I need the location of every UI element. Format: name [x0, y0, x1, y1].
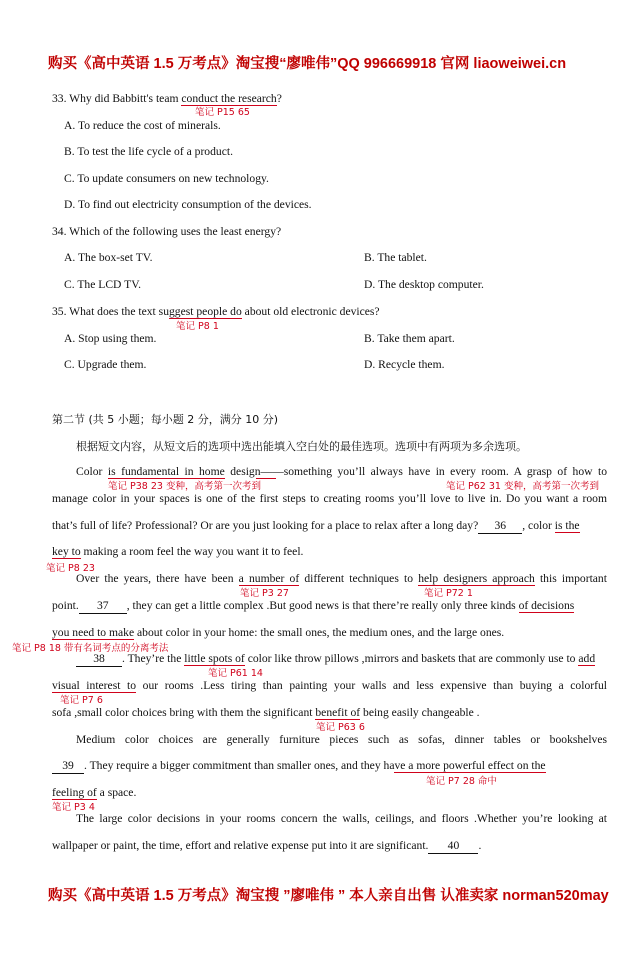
p2-l1-end: this important	[534, 572, 607, 585]
q34-option-a: A. The box-set TV.	[64, 251, 153, 264]
p4-line-1: Medium color choices are generally furniture pieces such as sofas, dinner tables or bookshelves	[76, 733, 607, 746]
p2-l1-mid: different techniques to	[299, 572, 419, 585]
p5-line-1: The large color decisions in your rooms concern the walls, ceilings, and floors .Whether you’re looking at	[76, 812, 607, 825]
header-banner: 购买《高中英语 1.5 万考点》淘宝搜“廖唯伟”QQ 996669918 官网 liaoweiwei.cn	[48, 56, 567, 72]
q33-underlined-phrase: conduct the research	[181, 92, 277, 105]
p3-l2-end: our rooms .Less tiring than painting your walls and less expensive than buying a colorful	[136, 679, 607, 692]
p1-annotation-line	[256, 478, 276, 479]
p5-l2-end: .	[478, 839, 482, 852]
q34-option-d: D. The desktop computer.	[364, 278, 484, 291]
p3-l1-start: . They’re the	[122, 652, 185, 665]
p2-line-1	[76, 572, 607, 586]
blank-40[interactable]: 40	[428, 839, 478, 854]
p4-l3-end: a space.	[96, 786, 137, 799]
p3-l2-underlined: visual interest to	[52, 679, 137, 692]
p1-l1-underlined: is fundamental in home	[107, 465, 225, 478]
q35-option-d: D. Recycle them.	[364, 358, 445, 371]
p1-line-1	[76, 465, 607, 479]
section2-heading: 第二节 (共 5 小题；每小题 2 分，满分 10 分)	[52, 413, 279, 426]
p3-note-b: 笔记 P7 6	[60, 695, 103, 706]
blank-39[interactable]: 39	[52, 759, 84, 774]
p2-l1-start: Over the years, there have been	[76, 572, 239, 585]
p4-line-2	[52, 759, 546, 774]
p2-note-a: 笔记 P3 27	[240, 588, 289, 599]
blank-36[interactable]: 36	[478, 519, 522, 534]
p3-note-c: 笔记 P63 6	[316, 722, 365, 733]
q33-option-c: C. To update consumers on new technology.	[64, 172, 269, 185]
q33-note: 笔记 P15 65	[195, 107, 250, 118]
p2-l2-underlined: of decisions	[518, 599, 575, 612]
p4-l3-underlined: feeling of	[52, 786, 97, 799]
footer-banner: 购买《高中英语 1.5 万考点》淘宝搜 ”廖唯伟 ” 本人亲自出售 认准卖家 norman520may	[48, 888, 609, 904]
p3-l3-underlined: benefit of	[315, 706, 361, 719]
p3-l1-underlined-2: add	[578, 652, 596, 665]
p1-note-l4: 笔记 P8 23	[46, 563, 95, 574]
p2-note-b: 笔记 P72 1	[424, 588, 473, 599]
q33-option-a: A. To reduce the cost of minerals.	[64, 119, 221, 132]
p2-line-2	[52, 599, 574, 614]
p4-note-b: 笔记 P3 4	[52, 802, 95, 813]
p4-l2-underlined: ve a more powerful effect on the	[394, 759, 546, 772]
p1-l3-start: that’s full of life? Professional? Or are you just looking for a place to relax after a long day?	[52, 519, 479, 532]
q33-stem-text: 33. Why did Babbitt's team	[52, 92, 182, 105]
q35-stem-text: 35. What does the text su	[52, 305, 169, 318]
p2-line-3	[52, 626, 504, 640]
q35-stem-end: about old electronic devices?	[241, 305, 380, 318]
p1-note-left: 笔记 P38 23 变种，高考第一次考到	[108, 481, 261, 492]
p2-l2-start: point.	[52, 599, 79, 612]
q35-option-b: B. Take them apart.	[364, 332, 455, 345]
p3-l1-mid: color like throw pillows ,mirrors and baskets that are commonly use to	[244, 652, 579, 665]
q34-stem: 34. Which of the following uses the least energy?	[52, 225, 282, 238]
q35-option-a: A. Stop using them.	[64, 332, 157, 345]
p3-note-a: 笔记 P61 14	[208, 668, 263, 679]
p2-l1-underlined-2: help designers approach	[418, 572, 535, 585]
p3-line-1	[76, 652, 595, 667]
q34-option-c: C. The LCD TV.	[64, 278, 141, 291]
p1-note-right: 笔记 P62 31 变种，高考第一次考到	[446, 481, 599, 492]
q33-option-b: B. To test the life cycle of a product.	[64, 145, 233, 158]
p4-note-a: 笔记 P7 28 命中	[426, 776, 497, 787]
blank-37[interactable]: 37	[79, 599, 127, 614]
p1-l4-underlined: key to	[52, 545, 81, 558]
p4-line-3	[52, 786, 136, 800]
q35-underlined-phrase: ggest people do	[169, 305, 242, 318]
p2-note-l3: 笔记 P8 18 带有名词考点的分离考法	[12, 643, 169, 654]
section2-instruction: 根据短文内容，从短文后的选项中选出能填入空白处的最佳选项。选项中有两项为多余选项。	[76, 440, 527, 453]
p1-l3-underlined: is the	[554, 519, 580, 532]
q35-stem	[52, 305, 380, 319]
q35-option-c: C. Upgrade them.	[64, 358, 147, 371]
p3-line-3	[52, 706, 480, 720]
p4-l2-start: . They require a bigger commitment than smaller ones, and they ha	[84, 759, 395, 772]
blank-38[interactable]: 38	[76, 652, 122, 667]
q33-option-d: D. To find out electricity consumption of the devices.	[64, 198, 312, 211]
p2-l3-underlined: you need to make	[52, 626, 135, 639]
p5-l2-start: wallpaper or paint, the time, effort and relative expense put into it are significant.	[52, 839, 429, 852]
p1-l3-mid: , color	[522, 519, 555, 532]
p5-line-2	[52, 839, 481, 854]
p2-l1-underlined-1: a number of	[238, 572, 300, 585]
q35-note: 笔记 P8 1	[176, 321, 219, 332]
p2-l3-end: about color in your home: the small ones, the medium ones, and the large ones.	[134, 626, 505, 639]
p3-l3-start: sofa ,small color choices bring with them the significant	[52, 706, 316, 719]
p1-line-2: manage color in your spaces is one of the first steps to creating rooms you’ll love to live in. Do you want a room	[52, 492, 607, 505]
p1-l1-start: Color	[76, 465, 108, 478]
p1-line-4	[52, 545, 303, 559]
q33-stem-end: ?	[276, 92, 282, 105]
q34-option-b: B. The tablet.	[364, 251, 427, 264]
p1-l1-end: design——something you’ll always have in every room. A grasp of how to	[224, 465, 607, 478]
p1-l4-end: making a room feel the way you want it to feel.	[80, 545, 304, 558]
p3-l3-end: being easily changeable .	[360, 706, 480, 719]
p2-l2-mid: , they can get a little complex .But good news is that there’re really only three kinds	[126, 599, 519, 612]
p3-line-2	[52, 679, 607, 693]
p1-line-3	[52, 519, 580, 534]
p3-l1-underlined-1: little spots of	[184, 652, 245, 665]
